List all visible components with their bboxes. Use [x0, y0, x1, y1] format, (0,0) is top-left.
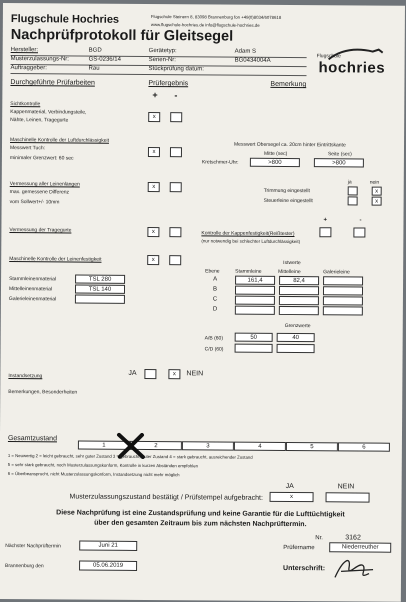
istwerte-label: Istwerte: [283, 259, 301, 267]
mittel-label: Mittelleinenmaterial: [8, 286, 53, 293]
muster-value: GS-0236/14: [88, 56, 121, 63]
legend-line1: 1 = Neuwertig 2 = leicht gebraucht, sehr guter Zustand 3 = gebraucht, guter Zustand 4 = stark gebraucht, ausreichender Zustand: [7, 453, 253, 460]
instand-nein-checkbox[interactable]: x: [168, 369, 180, 379]
auftrag-value: Rau: [88, 65, 100, 72]
row-a-mittel[interactable]: 82,4: [279, 276, 319, 285]
head-stamm: Stammleine: [235, 268, 262, 275]
bemerkungen-label: Bemerkungen, Besonderheiten: [8, 389, 78, 396]
ort-label: Brannenburg den: [5, 563, 44, 570]
unterschrift-label: Unterschrift:: [283, 564, 326, 573]
trimm-nein-checkbox[interactable]: x: [372, 187, 382, 196]
bestaetigt-nein-field[interactable]: [326, 492, 370, 502]
leinen-title: Maschinelle Kontrolle der Leinenfestigkeit: [9, 256, 102, 263]
mk-plus-checkbox[interactable]: x: [148, 147, 160, 157]
logo-top-text: Flugschule: [316, 53, 341, 60]
school-address: Flugschule Steinern 8, 83098 Brannenburg fon +49(0)8034/6078618: [150, 14, 282, 20]
galerie-material-field[interactable]: [75, 295, 125, 304]
bestaetigt-ja-field[interactable]: x: [270, 492, 314, 502]
row-c-galerie[interactable]: [323, 296, 363, 305]
kappe-title: Kontrolle der Kappenfestigkeit(Reißtester): [201, 230, 295, 238]
trimm-label: Trimmung eingestellt: [263, 187, 310, 195]
ort-date-field[interactable]: 05.06.2019: [79, 561, 137, 571]
ab-value-1[interactable]: 50: [235, 333, 273, 342]
mk-mitte-label: Mitte (sec): [263, 150, 288, 157]
col-head-ergebnis: Prüfergebnis: [148, 80, 189, 88]
pruefer-label: Prüfername: [283, 544, 315, 552]
naechste-field[interactable]: Juni 21: [79, 541, 137, 551]
naechste-label: Nächster Nachprüftermin: [5, 543, 61, 550]
kappe-sub: (nur notwendig bei schlechter Luftdurchlässigkeit): [201, 238, 301, 245]
instand-nein-label: NEIN: [186, 370, 204, 378]
legend-line3: 6 = Überbeansprucht, nicht Musterzulassungskonform, Instandsetzung nicht mehr möglich: [7, 471, 180, 478]
galerie-label: Galerieleinenmaterial: [8, 296, 57, 303]
trimm-ja-checkbox[interactable]: [348, 186, 358, 195]
steuer-label: Steuerleine eingestellt: [263, 197, 313, 205]
col-minus: -: [174, 90, 178, 101]
row-c-stamm[interactable]: [235, 296, 275, 305]
mk-mitte-value[interactable]: >800: [250, 158, 300, 167]
mk-sub1: Messwert Tuch:: [9, 145, 46, 152]
trag-minus-checkbox[interactable]: [169, 227, 181, 237]
bestaetigt-ja-label: JA: [285, 482, 294, 491]
row-a-ebene: A: [213, 276, 218, 283]
mk-right-text: Messwert Obersegel ca. 20cm hinter Eintrittskante: [233, 141, 346, 149]
ab-label: A/B (60): [204, 335, 224, 342]
kappe-minus: -: [359, 217, 362, 224]
bestaetigt-label: Musterzulassungszustand bestätigt / Prüfstempel aufgebracht:: [69, 493, 263, 502]
school-web: www.flugschule-hochries.de info@flugschule-hochries.de: [150, 22, 260, 28]
sicht-line1: Kappenmaterial, Verbindungsteile,: [10, 109, 87, 116]
school-name: Flugschule Hochries: [10, 13, 120, 26]
head-mittel: Mittelleine: [278, 268, 301, 276]
row-c-mittel[interactable]: [279, 296, 319, 305]
verm-nein-label: nein: [369, 179, 380, 186]
trag-title: Vermessung der Tragegurte: [9, 227, 72, 234]
row-a-galerie[interactable]: [323, 276, 363, 285]
scale-cell-3[interactable]: 3: [182, 441, 234, 450]
geraetetyp-value: Adam S: [234, 48, 257, 55]
scale-cell-5[interactable]: 5: [286, 442, 338, 451]
inspection-form: [0, 3, 405, 602]
stamm-label: Stammleinenmaterial: [9, 276, 57, 283]
instand-title: Instandsetzung: [8, 373, 43, 380]
gesamt-title: Gesamtzustand: [7, 435, 58, 443]
mk-minus-checkbox[interactable]: [170, 147, 182, 157]
auftrag-label: Auftraggeber:: [10, 65, 47, 72]
instand-ja-label: JA: [128, 369, 137, 377]
col-plus: +: [152, 90, 158, 101]
ab-value-2[interactable]: 40: [277, 333, 315, 342]
serien-value: BG0434004A: [234, 57, 271, 64]
kappe-minus-checkbox[interactable]: [353, 227, 365, 237]
scale-cell-4[interactable]: 4: [234, 442, 286, 451]
head-ebene: Ebene: [205, 268, 220, 275]
scale-cell-1[interactable]: 1: [78, 441, 130, 450]
leinen-minus-checkbox[interactable]: [169, 255, 181, 265]
logo-main-text: hochries: [318, 59, 386, 77]
row-a-stamm[interactable]: 161,4: [235, 276, 275, 285]
trag-plus-checkbox[interactable]: x: [147, 227, 159, 237]
mk-sub2: minimaler Grenzwert: 60 sec: [9, 155, 74, 162]
hersteller-label: Hersteller:: [10, 47, 39, 54]
verm-ja-label: ja: [347, 179, 352, 186]
row-d-mittel[interactable]: [279, 306, 319, 315]
logo: [316, 43, 396, 85]
cd-label: C/D (60): [204, 346, 224, 353]
head-galerie: Galerieleine: [323, 269, 350, 276]
verm-line2: vom Sollwert+/- 10mm: [9, 199, 60, 206]
mk-seite-value[interactable]: >800: [314, 158, 364, 167]
row-d-stamm[interactable]: [235, 306, 275, 315]
mittel-material-field[interactable]: TSL 140: [75, 285, 125, 294]
scale-cell-2[interactable]: 2: [130, 441, 182, 450]
cd-value-2[interactable]: [277, 344, 315, 353]
row-d-ebene: D: [212, 306, 218, 313]
verm-title: Vermessung aller Leinenlängen: [9, 181, 80, 188]
steuer-ja-checkbox[interactable]: [348, 196, 358, 205]
sicht-line2: Nähte, Leinen, Tragegurte: [10, 117, 69, 124]
hersteller-value: BGD: [88, 47, 102, 54]
row-c-ebene: C: [212, 296, 218, 303]
muster-label: Musterzulassungs-Nr:: [10, 56, 69, 63]
garantie-line2: über den gesamten Zeitraum bis zum nächsten Nachprüftermin.: [94, 519, 307, 529]
kappe-plus: +: [323, 217, 328, 224]
geraetetyp-label: Gerätetyp:: [148, 48, 177, 55]
col-head-arbeiten: Durchgeführte Prüfarbeiten: [10, 79, 95, 87]
row-b-galerie[interactable]: [323, 286, 363, 295]
sicht-minus-checkbox[interactable]: [170, 112, 182, 122]
verm-plus-checkbox[interactable]: x: [148, 182, 160, 192]
signature-icon: [329, 551, 379, 585]
steuer-nein-checkbox[interactable]: x: [372, 197, 382, 206]
nr-value: 3162: [345, 534, 361, 542]
kappe-plus-checkbox[interactable]: [319, 227, 331, 237]
sicht-title: Sichtkontrolle: [10, 101, 41, 108]
kretschmer-label: Kretschmer-Uhr:: [201, 159, 239, 166]
stamm-material-field[interactable]: TSL 280: [75, 275, 125, 284]
garantie-line1: Diese Nachprüfung ist eine Zustandsprüfung und keine Garantie für die Lufttüchtigkeit: [56, 509, 345, 519]
serien-label: Serien-Nr:: [148, 57, 176, 64]
sicht-plus-checkbox[interactable]: x: [148, 112, 160, 122]
instand-ja-checkbox[interactable]: [144, 369, 156, 379]
grenzwerte-label: Grenzwerte: [284, 322, 311, 330]
bestaetigt-nein-label: NEIN: [337, 483, 355, 491]
nr-label: Nr.: [315, 535, 323, 542]
verm-line1: max. gemessene Differenz: [9, 189, 70, 196]
stueck-label: Stückprüfung datum:: [148, 66, 204, 73]
col-head-bemerkung: Bemerkung: [270, 80, 307, 89]
leinen-plus-checkbox[interactable]: x: [147, 255, 159, 265]
verm-minus-checkbox[interactable]: [170, 182, 182, 192]
cd-value-1[interactable]: [235, 344, 273, 353]
row-b-ebene: B: [212, 286, 218, 293]
form-title: Nachprüfprotokoll für Gleitsegel: [10, 27, 234, 45]
row-b-mittel[interactable]: [279, 286, 319, 295]
row-b-stamm[interactable]: [235, 286, 275, 295]
legend-line2: 5 = sehr stark gebraucht, noch Musterzulassungskonform, Kontrolle in kurzen Abständen empfohlen: [7, 462, 199, 469]
mk-title: Maschinelle Kontrolle der Luftdurchlässigkeit: [10, 137, 110, 144]
mk-seite-label: Seite (sec): [327, 151, 352, 158]
row-d-galerie[interactable]: [323, 306, 363, 315]
pruefer-field[interactable]: Niederreuther: [329, 542, 391, 552]
scale-cell-6[interactable]: 6: [338, 442, 390, 451]
